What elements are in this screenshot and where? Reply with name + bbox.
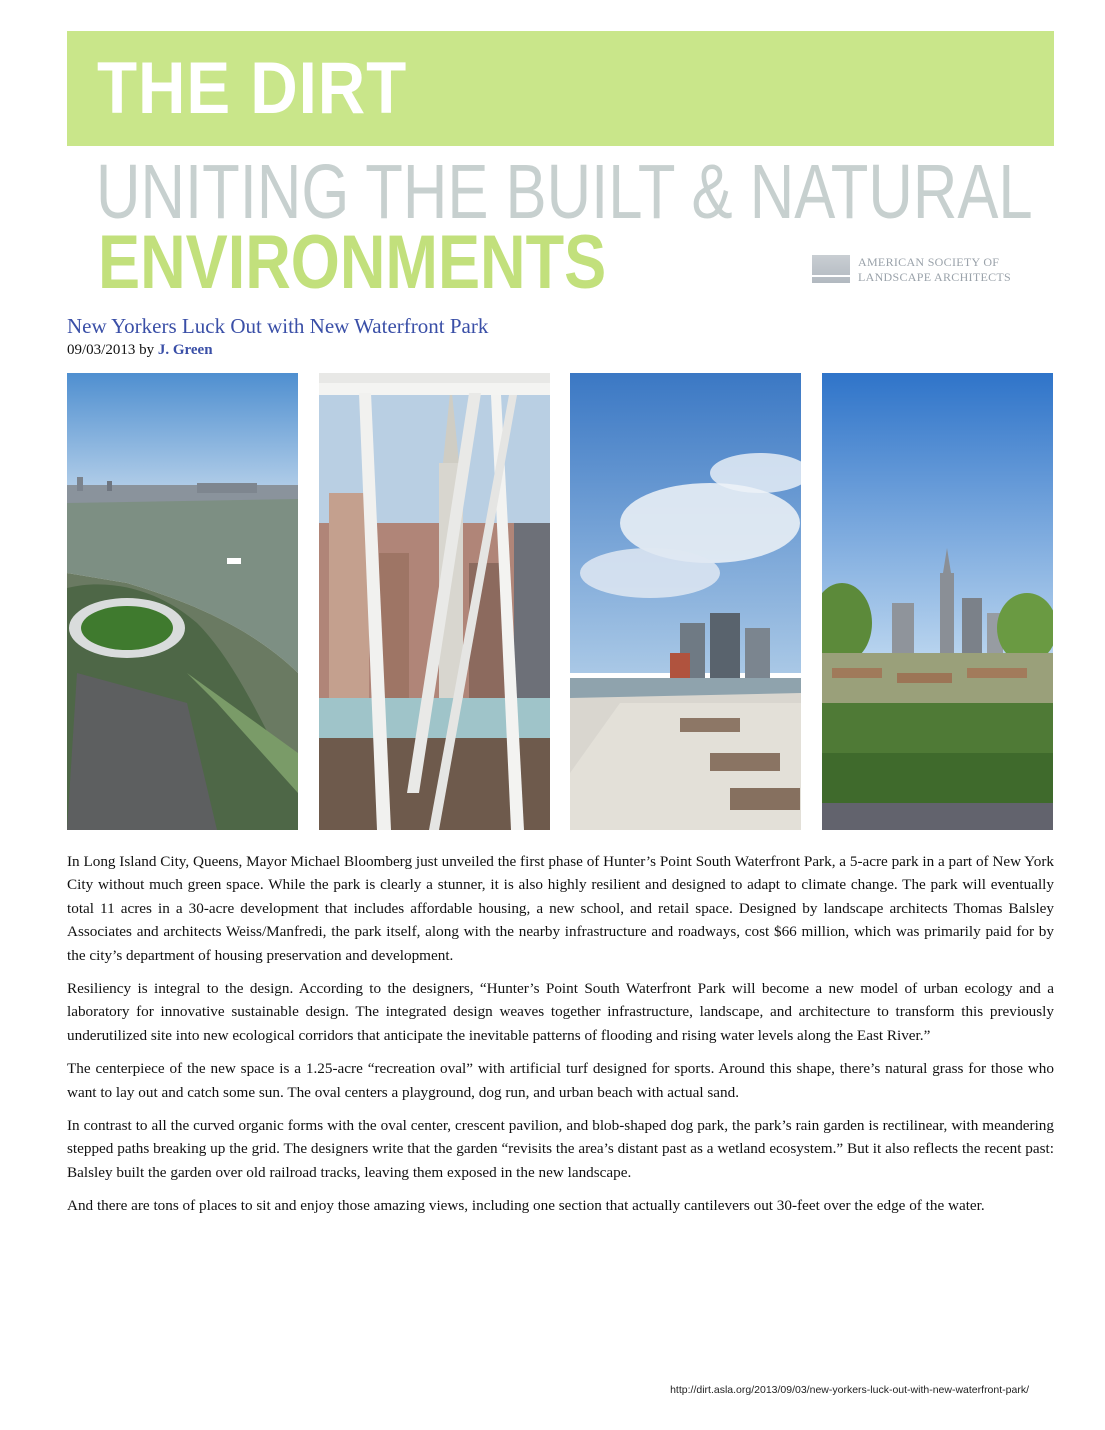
header-banner (67, 31, 1054, 146)
paragraph-2: Resiliency is integral to the design. According to the designers, “Hunter’s Point South Waterfront Park will become a new model of urban ecology and a laboratory for innovative sustainable design. The integrated design weaves together infrastructure, landscape, and architecture to transform this previously underutilized site into new ecological corridors that anticipate the inevitable patterns of flooding and rising water levels along the East River.” (67, 980, 1054, 1044)
source-url[interactable]: http://dirt.asla.org/2013/09/03/new-yorkers-luck-out-with-new-waterfront-park/ (670, 1384, 1029, 1396)
tagline-line-1: UNITING THE BUILT & NATURAL (96, 149, 1033, 235)
author-link[interactable]: J. Green (157, 342, 213, 358)
article-title[interactable]: New Yorkers Luck Out with New Waterfront Park (67, 314, 489, 338)
org-name-line-2: LANDSCAPE ARCHITECTS (858, 270, 1012, 284)
photo-aerial-park (67, 373, 298, 830)
article-date: 09/03/2013 by (67, 342, 155, 358)
asla-logo (812, 253, 1032, 289)
asla-logo-text (858, 255, 1011, 285)
article-body (67, 850, 1054, 1228)
paragraph-3: The centerpiece of the new space is a 1.25-acre “recreation oval” with artificial turf designed for sports. Around this shape, there’s natural grass for those who want to lay out and catch some sun. The oval centers a playground, dog run, and urban beach with actual sand. (67, 1060, 1054, 1101)
paragraph-1: In Long Island City, Queens, Mayor Michael Bloomberg just unveiled the first phase of Hunter’s Point South Waterfront Park, a 5-acre park in a part of New York City without much green space. While the park is clearly a stunner, it is also highly resilient and designed to adapt to climate change. The park will eventually total 11 acres in a 30-acre development that includes affordable housing, a new school, and retail space. Designed by landscape architects Thomas Balsley Associates and architects Weiss/Manfredi, the park itself, along with the nearby infrastructure and roadways, cost $66 million, which was primarily paid for by the city’s department of housing preservation and development. (67, 853, 1054, 964)
org-name-line-1: AMERICAN SOCIETY OF (858, 255, 1000, 269)
tagline-line-2: ENVIRONMENTS (98, 220, 607, 305)
photo-rain-garden (822, 373, 1053, 830)
photo-waterfront-benches (570, 373, 801, 830)
asla-logo-mark-icon (812, 255, 850, 283)
paragraph-4: In contrast to all the curved organic forms with the oval center, crescent pavilion, and blob-shaped dog park, the park’s rain garden is rectilinear, with meandering stepped paths breaking up the grid. The designers write that the garden “revisits the area’s distant past as a wetland ecosystem.” But it also reflects the recent past: Balsley built the garden over old railroad tracks, leaving them exposed in the new landscape. (67, 1117, 1054, 1181)
byline (67, 340, 213, 360)
banner-title: THE DIRT (97, 48, 408, 129)
paragraph-5: And there are tons of places to sit and enjoy those amazing views, including one section that actually cantilevers out 30-feet over the edge of the water. (67, 1197, 985, 1215)
photo-pavilion-skyline (319, 373, 550, 830)
